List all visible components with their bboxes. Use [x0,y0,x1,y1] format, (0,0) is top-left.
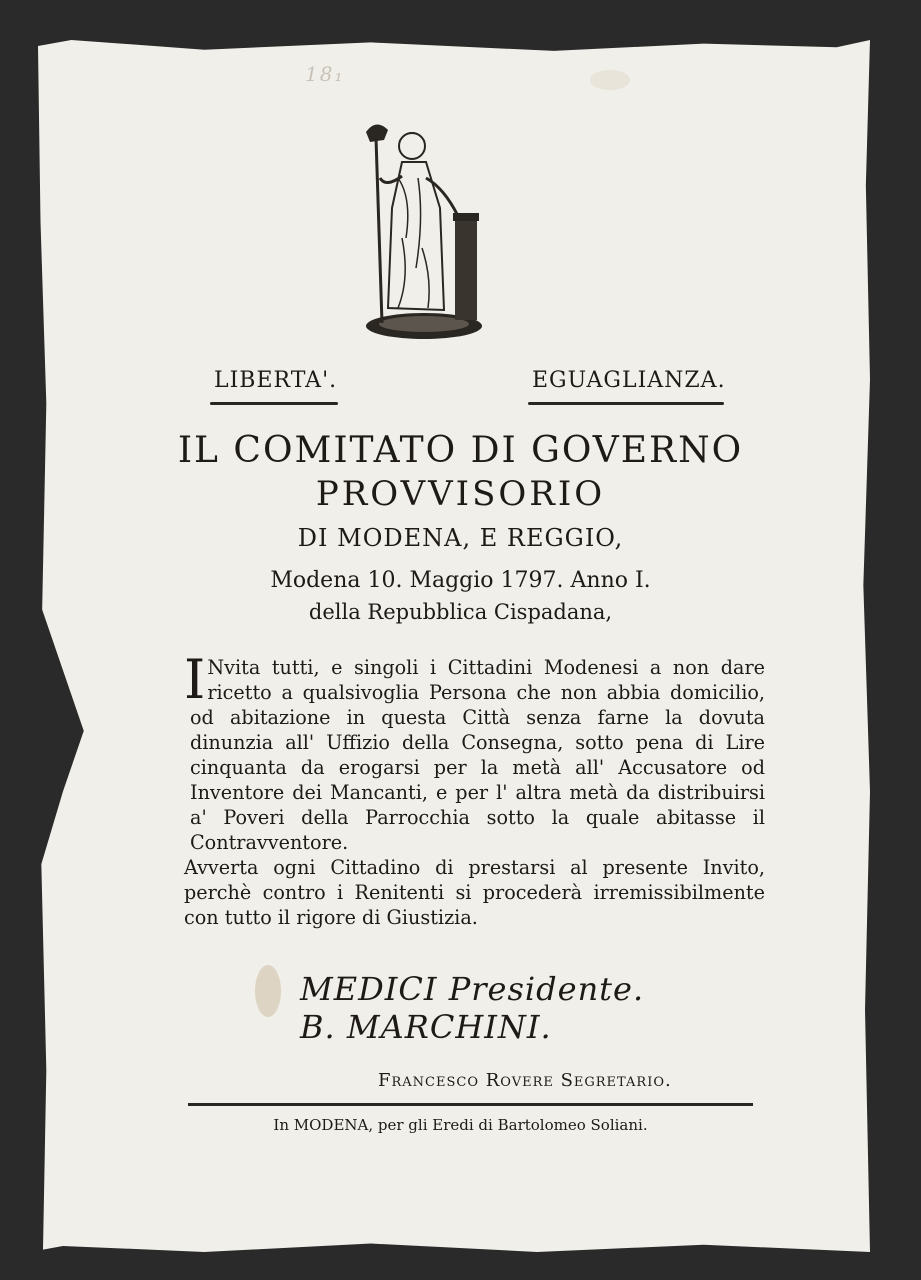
printer-imprint: In MODENA, per gli Eredi di Bartolomeo Soliani. [273,1116,648,1134]
date-line-2: della Repubblica Cispadana, [308,600,613,624]
motto-eguaglianza: EGUAGLIANZA. [532,368,726,393]
pencil-note: 18₁ [305,62,345,86]
title-line-3: DI MODENA, E REGGIO, [297,524,624,552]
drop-cap: I [184,648,206,711]
liberty-figure-woodcut [362,118,492,343]
motto-underline [210,402,338,405]
signature-president: MEDICI Presidente. [300,970,645,1008]
body-paragraph-1: I Nvita tutti, e singoli i Cittadini Modenesi a non dare ricetto a qualsivoglia Persona che non abbia domicilio, od abitazione in questa Città senza farne la dovuta dinunzia all' Uffizio della Consegna, sotto pena di Lire cinquanta da erogarsi per la metà all' Accusatore od Inventore dei Mancanti, e per l' altra metà da distribuirsi a' Poveri della Parrocchia sotto la quale abitasse il Contravventore. [184,648,765,854]
date-line-1: Modena 10. Maggio 1797. Anno I. [270,568,651,593]
title-line-2: PROVVISORIO [315,474,606,514]
decree-body [184,648,765,930]
paper-stain [255,965,281,1017]
imprint-rule [188,1103,753,1106]
secretary-signature: Francesco Rovere Segretario. [378,1070,672,1091]
motto-underline [528,402,724,405]
signature-marchini: B. MARCHINI. [300,1008,552,1046]
body-paragraph-2: Avverta ogni Cittadino di prestarsi al presente Invito, perchè contro i Renitenti si procederà irremissibilmente con tutto il rigore di Giustizia. [184,856,765,929]
paper-stain [590,70,630,90]
motto-liberta: LIBERTA'. [214,368,338,393]
title-line-1: IL COMITATO DI GOVERNO [177,430,744,471]
